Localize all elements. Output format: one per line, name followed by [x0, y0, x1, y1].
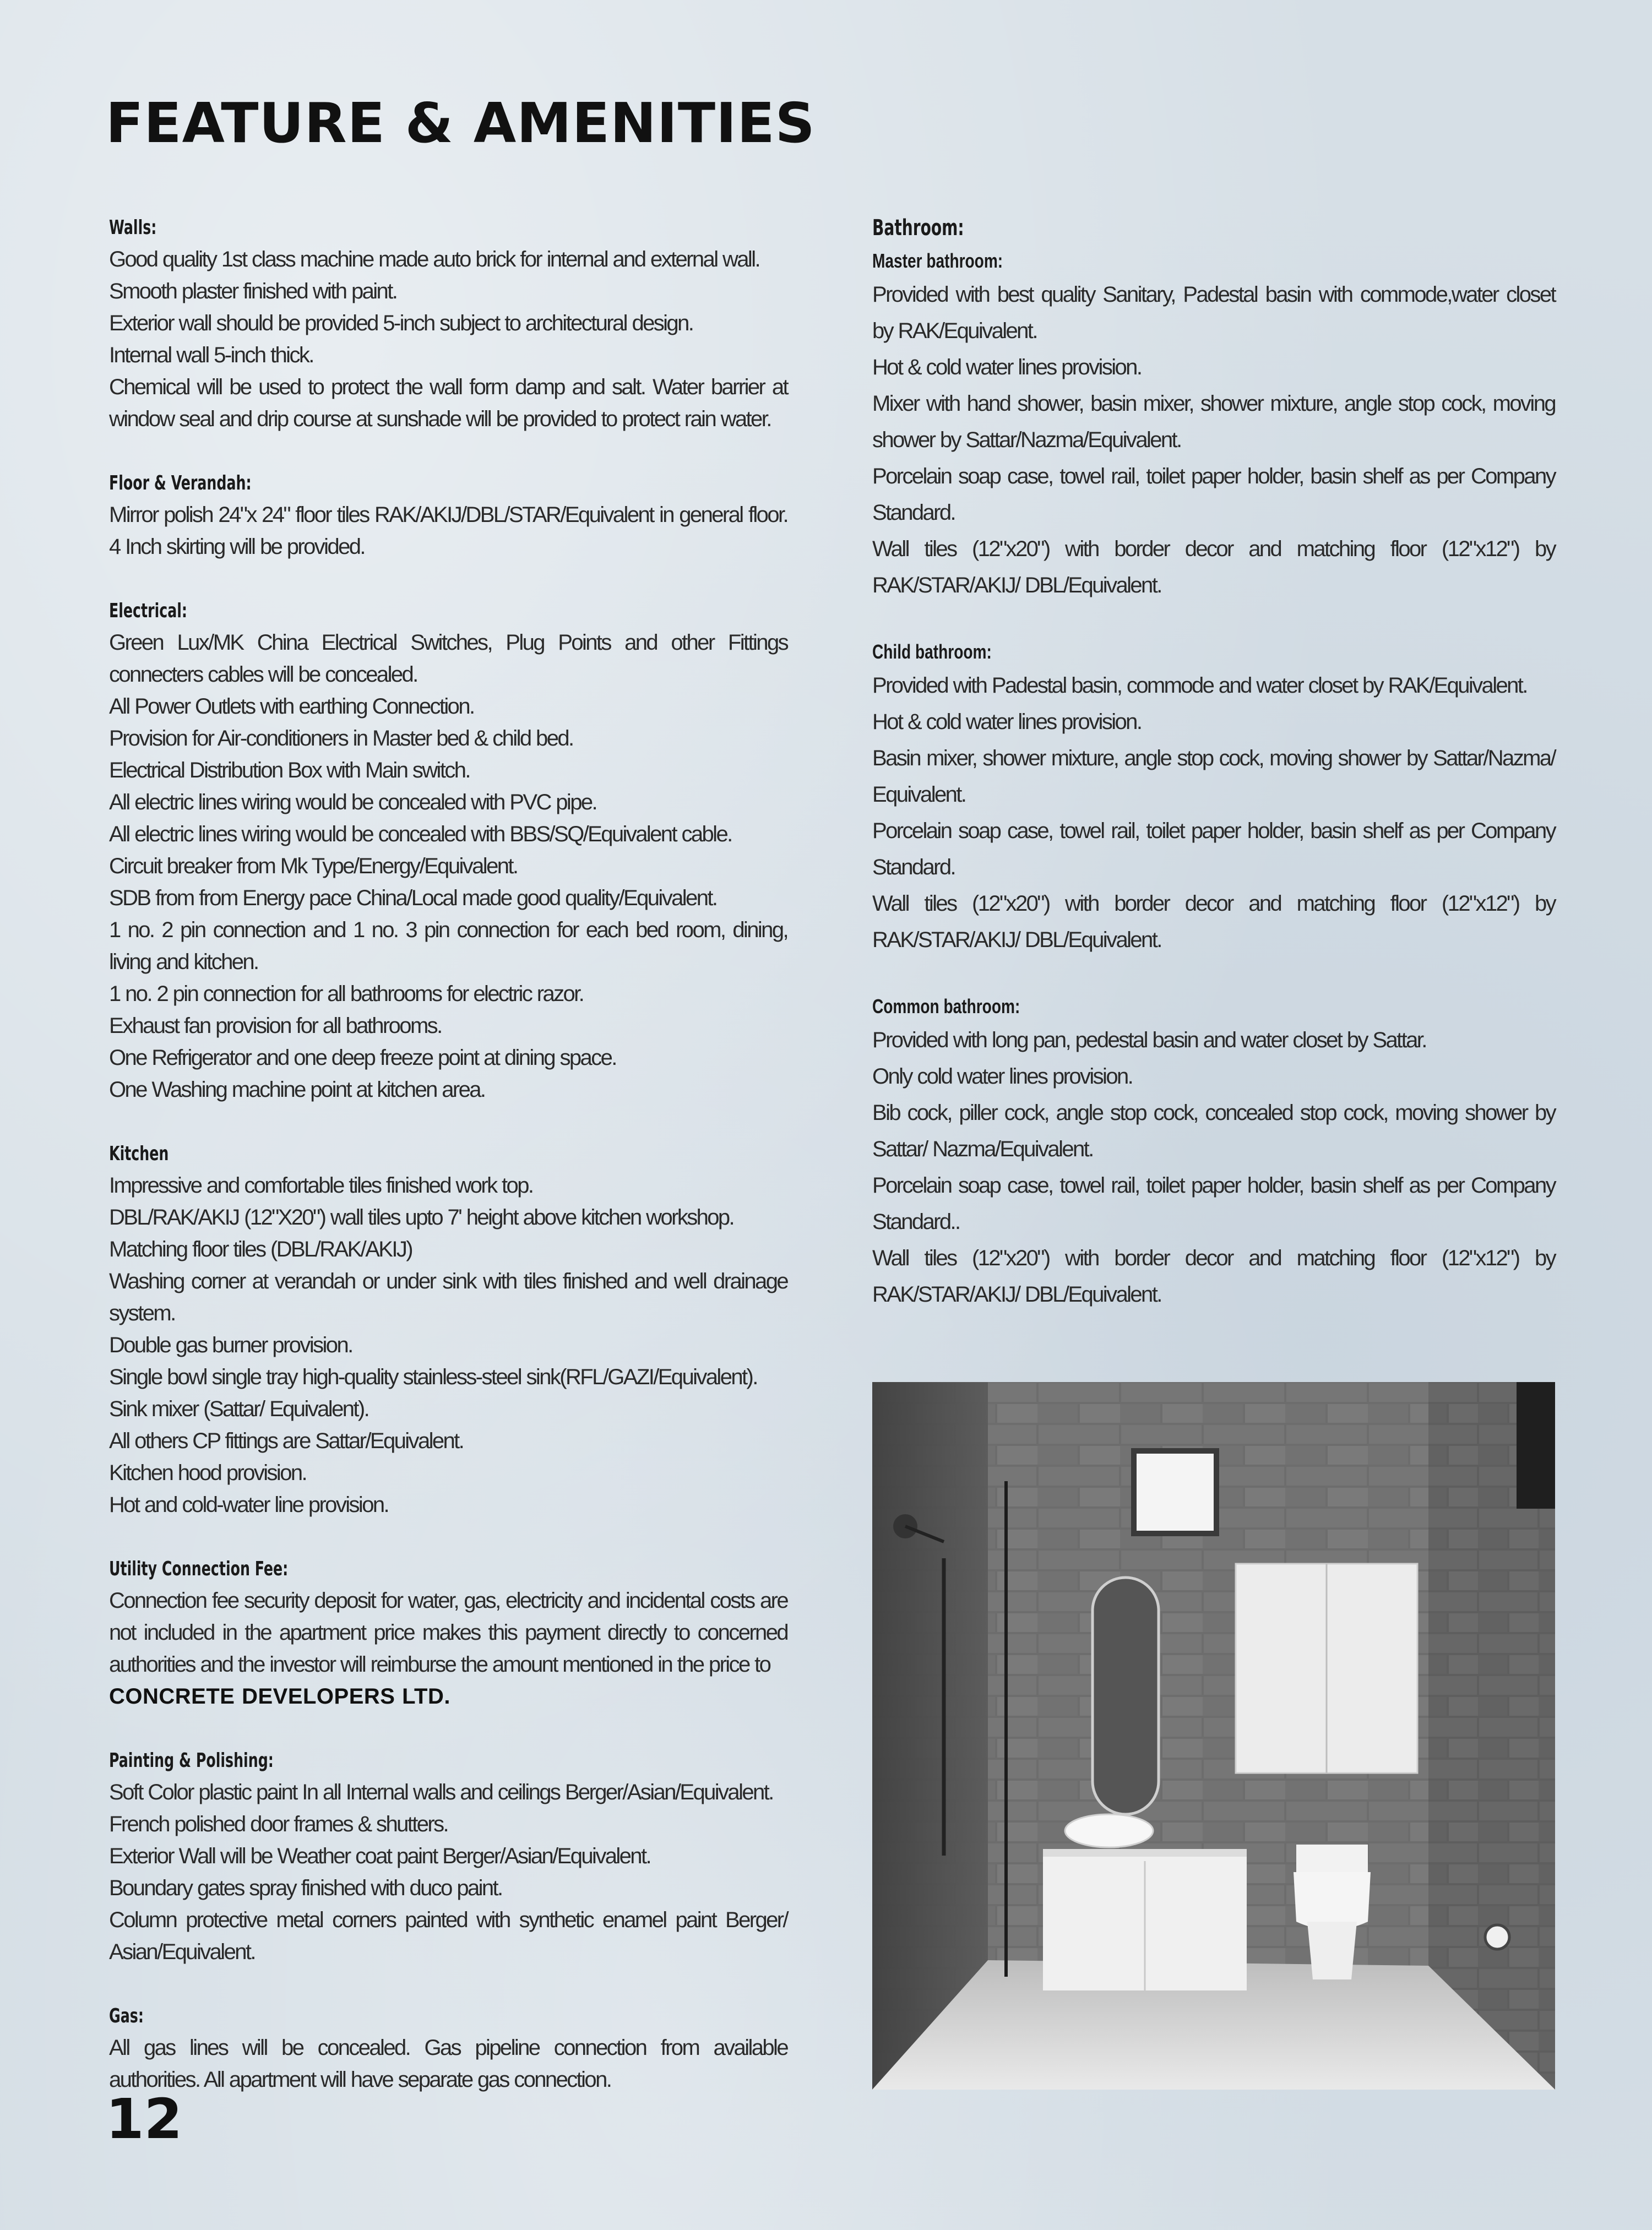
body-line: Boundary gates spray finished with duco paint. [109, 1876, 502, 1900]
body-line: Provided with Padestal basin, commode and water closet by RAK/Equivalent. [872, 673, 1527, 698]
toilet [1307, 1922, 1357, 1979]
side-window [1517, 1382, 1555, 1509]
body-line: Wall tiles (12"x20") with border decor and matching floor (12"x12") by RAK/STAR/AKIJ/ DBL/Equivalent. [872, 537, 1555, 597]
page-title: FEATURE & AMENITIES [106, 91, 816, 155]
body-line: One Refrigerator and one deep freeze point at dining space. [109, 1046, 616, 1070]
body-line: Soft Color plastic paint In all Internal walls and ceilings Berger/Asian/Equivalent. [109, 1780, 773, 1804]
right-column [872, 213, 1555, 1346]
section-heading: Painting & Polishing: [109, 1749, 274, 1772]
section-heading: Common bathroom: [872, 995, 1020, 1018]
body-line: Hot and cold-water line provision. [109, 1493, 389, 1517]
body-line: Kitchen hood provision. [109, 1461, 307, 1485]
body-line: All Power Outlets with earthing Connection. [109, 694, 474, 719]
walls-section [109, 213, 787, 435]
gas-section [109, 2001, 787, 2096]
mirror [1093, 1578, 1159, 1814]
utility-section [109, 1554, 787, 1712]
section-body [109, 499, 787, 563]
body-line: Washing corner at verandah or under sink with tiles finished and well drainage system. [109, 1269, 787, 1325]
body-line: Circuit breaker from Mk Type/Energy/Equivalent. [109, 854, 518, 878]
body-line: French polished door frames & shutters. [109, 1812, 448, 1836]
body-line: Exterior wall should be provided 5-inch subject to architectural design. [109, 311, 693, 335]
body-line: Matching floor tiles (DBL/RAK/AKIJ) [109, 1237, 412, 1261]
body-line: Porcelain soap case, towel rail, toilet paper holder, basin shelf as per Company Standard.. [872, 1173, 1555, 1234]
body-line: Sink mixer (Sattar/ Equivalent). [109, 1397, 369, 1421]
window-light [1137, 1454, 1214, 1531]
floor-section [109, 468, 787, 563]
section-heading: Kitchen [109, 1143, 169, 1165]
child-bathroom-section [872, 637, 1555, 958]
body-line: Single bowl single tray high-quality stainless-steel sink(RFL/GAZI/Equivalent). [109, 1365, 757, 1389]
section-heading: Walls: [109, 216, 157, 239]
body-line: Mirror polish 24"x 24" floor tiles RAK/AKIJ/DBL/STAR/Equivalent in general floor. 4 Inch skirting will be provided. [109, 503, 787, 559]
section-body [109, 627, 787, 1106]
company-name: CONCRETE DEVELOPERS LTD. [109, 1684, 450, 1709]
section-body [109, 2032, 787, 2096]
section-body [109, 1776, 787, 1968]
electrical-section [109, 596, 787, 1106]
body-line: Bib cock, piller cock, angle stop cock, concealed stop cock, moving shower by Sattar/ Nazma/Equivalent. [872, 1101, 1555, 1161]
kitchen-section [109, 1139, 787, 1521]
body-line: Wall tiles (12"x20") with border decor and matching floor (12"x12") by RAK/STAR/AKIJ/ DBL/Equivalent. [872, 891, 1555, 952]
body-line: DBL/RAK/AKIJ (12"X20") wall tiles upto 7' height above kitchen workshop. [109, 1205, 734, 1230]
body-line: Internal wall 5-inch thick. [109, 343, 313, 367]
body-line: Provided with best quality Sanitary, Padestal basin with commode,water closet by RAK/Equivalent. [872, 282, 1555, 343]
section-body [109, 1585, 787, 1712]
body-line: All electric lines wiring would be concealed with PVC pipe. [109, 790, 596, 814]
section-body [872, 667, 1555, 958]
body-line: All electric lines wiring would be concealed with BBS/SQ/Equivalent cable. [109, 822, 732, 846]
body-line: All others CP fittings are Sattar/Equivalent. [109, 1429, 464, 1453]
glass-panel-edge [1004, 1481, 1008, 1977]
body-line: Mixer with hand shower, basin mixer, shower mixture, angle stop cock, moving shower by Sattar/Nazma/Equivalent. [872, 391, 1555, 452]
body-line: Wall tiles (12"x20") with border decor and matching floor (12"x12") by RAK/STAR/AKIJ/ DBL/Equivalent. [872, 1246, 1555, 1307]
body-line: All gas lines will be concealed. Gas pipeline connection from available authorities. All apartment will have separate gas connection. [109, 2036, 787, 2092]
body-line: Good quality 1st class machine made auto brick for internal and external wall. [109, 247, 760, 271]
body-line: Provision for Air-conditioners in Master bed & child bed. [109, 726, 573, 750]
body-line: Hot & cold water lines provision. [872, 355, 1142, 379]
section-heading: Master bathroom: [872, 249, 1003, 272]
body-line: Only cold water lines provision. [872, 1064, 1133, 1089]
section-heading: Child bathroom: [872, 640, 992, 663]
body-line: Impressive and comfortable tiles finished work top. [109, 1173, 533, 1198]
body-line: Basin mixer, shower mixture, angle stop cock, moving shower by Sattar/Nazma/ Equivalent. [872, 746, 1555, 807]
section-heading: Utility Connection Fee: [109, 1558, 289, 1580]
paper-holder [1485, 1925, 1509, 1949]
left-column [109, 213, 787, 2129]
utility-text: Connection fee security deposit for water, gas, electricity and incidental costs are not included in the apartment price makes this payment directly to concerned authorities and the investor will reimburse the amount mentioned in the price to [109, 1589, 787, 1677]
section-body [872, 276, 1555, 603]
body-line: Porcelain soap case, towel rail, toilet paper holder, basin shelf as per Company Standard. [872, 464, 1555, 525]
body-line: Exterior Wall will be Weather coat paint Berger/Asian/Equivalent. [109, 1844, 650, 1868]
bathroom-heading: Bathroom: [872, 215, 964, 241]
section-heading: Floor & Verandah: [109, 472, 252, 494]
painting-section [109, 1745, 787, 1968]
body-line: Electrical Distribution Box with Main switch. [109, 758, 470, 782]
body-line: One Washing machine point at kitchen area. [109, 1078, 485, 1102]
body-line: Hot & cold water lines provision. [872, 710, 1142, 734]
section-body [109, 1170, 787, 1521]
body-line: Chemical will be used to protect the wall form damp and salt. Water barrier at window seal and drip course at sunshade will be provided to protect rain water. [109, 375, 787, 431]
section-body [872, 1022, 1555, 1313]
common-bathroom-section [872, 991, 1555, 1313]
section-heading: Electrical: [109, 600, 187, 622]
body-line: Double gas burner provision. [109, 1333, 352, 1357]
body-line: Green Lux/MK China Electrical Switches, Plug Points and other Fittings connecters cables will be concealed. [109, 630, 787, 687]
section-body [109, 243, 787, 435]
basin [1065, 1814, 1153, 1847]
body-line: Porcelain soap case, towel rail, toilet paper holder, basin shelf as per Company Standard. [872, 819, 1555, 879]
body-line: SDB from from Energy pace China/Local made good quality/Equivalent. [109, 886, 717, 910]
page-number: 12 [106, 2087, 183, 2151]
body-line: Provided with long pan, pedestal basin and water closet by Sattar. [872, 1028, 1426, 1052]
section-heading: Gas: [109, 2005, 144, 2027]
body-line: Smooth plaster finished with paint. [109, 279, 397, 303]
bathroom-photo [872, 1382, 1555, 2090]
body-line: 1 no. 2 pin connection and 1 no. 3 pin connection for each bed room, dining, living and kitchen. [109, 918, 787, 974]
body-line: Exhaust fan provision for all bathrooms. [109, 1014, 442, 1038]
master-bathroom-section [872, 246, 1555, 603]
body-line: Column protective metal corners painted with synthetic enamel paint Berger/ Asian/Equivalent. [109, 1908, 787, 1964]
body-line: 1 no. 2 pin connection for all bathrooms for electric razor. [109, 982, 584, 1006]
